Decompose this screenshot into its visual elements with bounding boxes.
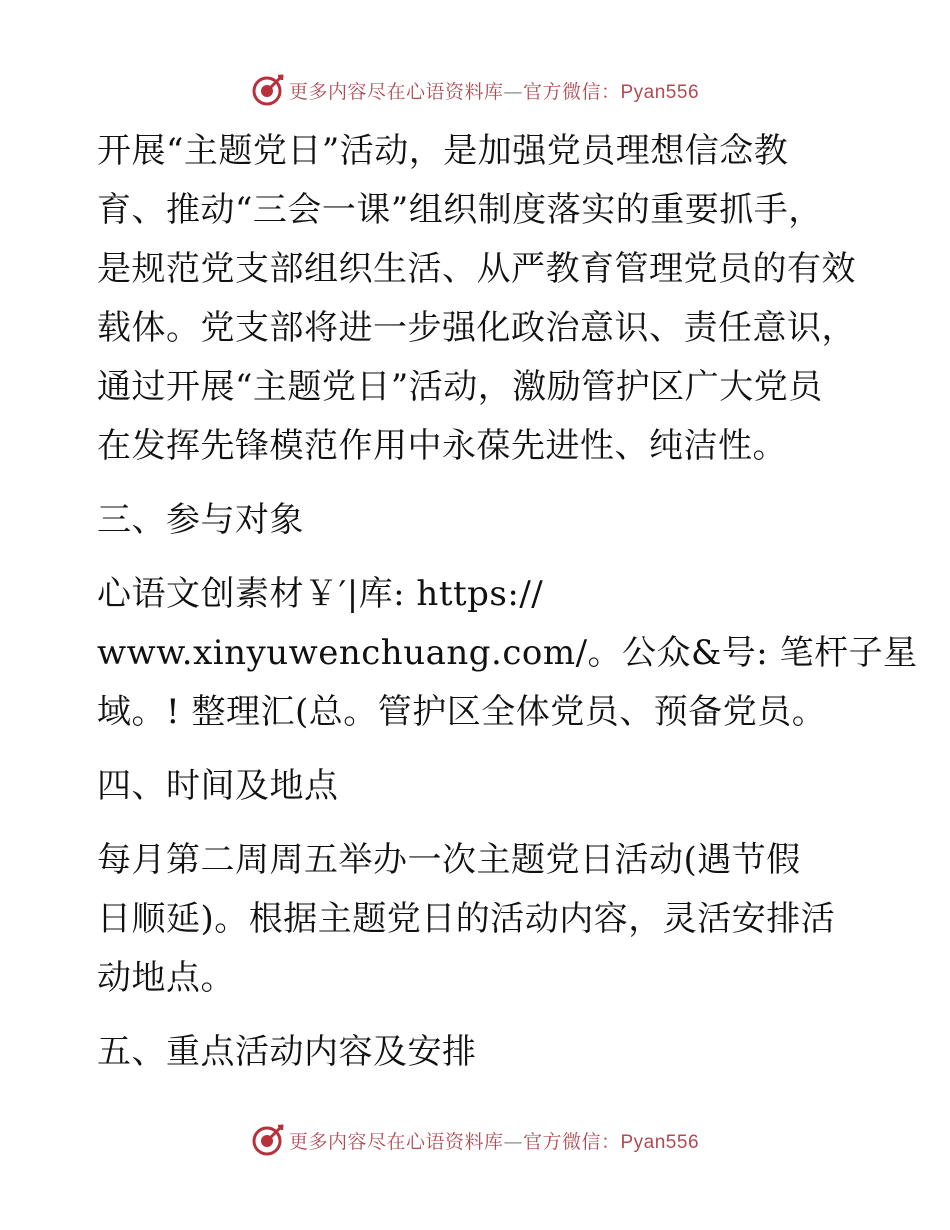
section-heading-key-activities: 五、重点活动内容及安排 [97,1032,477,1072]
watermark-handle: Pyan556 [620,1131,700,1153]
brand-logo-icon [251,1123,285,1157]
text-line: 心语文创素材￥′|库: https:// [97,574,544,614]
watermark-text [289,1127,699,1154]
paragraph-time-place [97,831,857,1008]
watermark-handle: Pyan556 [620,81,700,103]
text-line: 通过开展“主题党日”活动，激励管护区广大党员 [97,367,823,407]
brand-logo-icon [251,73,285,107]
footer-watermark-banner [0,1120,950,1160]
watermark-separator: — [503,80,523,103]
text-line: www.xinyuwenchuang.com/。公众&号: 笔杆子星 [97,633,918,673]
watermark-contact-label: 官方微信： [522,80,621,103]
watermark-site-name: 更多内容尽在心语资料库 [288,1130,504,1153]
section-heading-participants: 三、参与对象 [97,500,304,540]
document-body [97,122,918,1082]
watermark-site-name: 更多内容尽在心语资料库 [288,80,504,103]
text-line: 开展“主题党日”活动，是加强党员理想信念教 [97,131,789,171]
text-line: 是规范党支部组织生活、从严教育管理党员的有效 [97,249,856,289]
text-line: 育、推动“三会一课”组织制度落实的重要抓手， [97,190,823,230]
text-line: 日顺延)。根据主题党日的活动内容，灵活安排活 [97,899,836,939]
paragraph-purpose [97,122,857,476]
text-line: 载体。党支部将进一步强化政治意识、责任意识， [97,308,856,348]
paragraph-participants [97,565,918,742]
text-line: 在发挥先锋模范作用中永葆先进性、纯洁性。 [97,426,787,466]
text-line: 域。! 整理汇(总。管护区全体党员、预备党员。 [97,692,827,732]
text-line: 动地点。 [97,958,235,998]
watermark-text [289,77,699,104]
watermark-separator: — [503,1130,523,1153]
text-line: 每月第二周周五举办一次主题党日活动(遇节假 [97,840,801,880]
header-watermark-banner [0,70,950,110]
watermark-contact-label: 官方微信： [522,1130,621,1153]
section-heading-time-place: 四、时间及地点 [97,766,339,806]
